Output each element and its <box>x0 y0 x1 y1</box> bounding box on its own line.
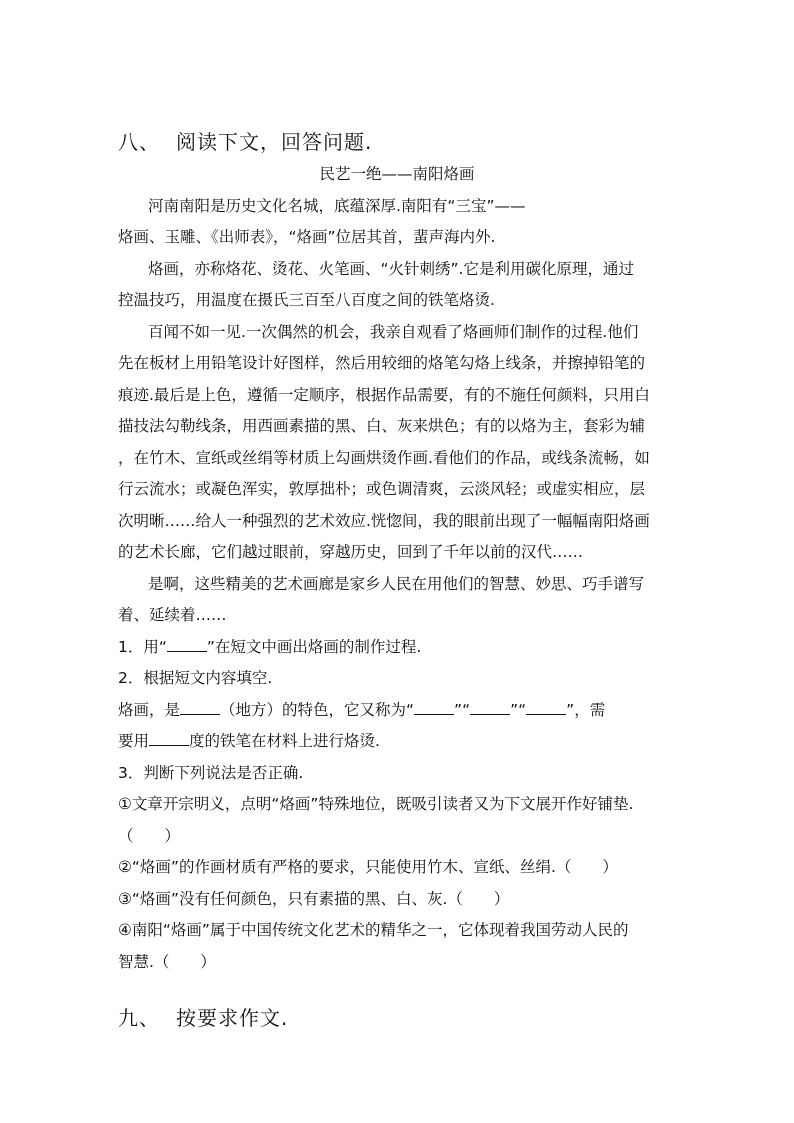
fill-text: （地方）的特色，它又称为“ <box>220 701 415 719</box>
article-line: 控温技巧，用温度在摄氏三百至八百度之间的铁笔烙烫. <box>118 291 495 309</box>
statement-4-end: 智慧.（ ） <box>118 953 216 971</box>
article-line: 先在板材上用铅笔设计好图样，然后用较细的烙笔勾烙上线条，并擦掉铅笔的 <box>118 354 646 372</box>
answer-blank[interactable] <box>149 731 189 746</box>
answer-blank[interactable] <box>180 700 220 715</box>
question-3: 3．判断下列说法是否正确. <box>118 764 304 782</box>
section-9-number: 九、 <box>118 1006 160 1030</box>
section-9-heading <box>118 1002 288 1031</box>
answer-blank[interactable] <box>470 700 510 715</box>
article-line: ，在竹木、宣纸或丝绢等材质上勾画烘烫作画.看他们的作品，或线条流畅，如 <box>118 449 650 467</box>
article-line: 百闻不如一见.一次偶然的机会，我亲自观看了烙画师们制作的过程.他们 <box>148 323 639 341</box>
article-line: 的艺术长廊，它们越过眼前，穿越历史，回到了千年以前的汉代…… <box>118 543 584 561</box>
question-1-prefix: 1．用“ <box>118 638 167 656</box>
section-8-heading <box>118 126 372 155</box>
section-9-title: 按要求作文. <box>176 1006 289 1030</box>
article-line: 烙画，亦称烙花、烫花、火笔画、“火针刺绣”.它是利用碳化原理，通过 <box>148 260 634 278</box>
article-line: 痕迹.最后是上色，遵循一定顺序，根据作品需要，有的不施任何颜料，只用白 <box>118 386 650 404</box>
answer-blank[interactable] <box>526 700 566 715</box>
fill-text: ”“ <box>510 701 527 719</box>
statement-2: ②“烙画”的作画材质有严格的要求，只能使用竹木、宣纸、丝绢.（ ） <box>118 858 618 876</box>
article-line: 行云流水；或凝色浑实，敦厚拙朴；或色调清爽，云淡风轻；或虚实相应，层 <box>118 480 646 498</box>
statement-3: ③“烙画”没有任何颜色，只有素描的黑、白、灰.（ ） <box>118 890 510 908</box>
statement-1-bracket[interactable]: （ ） <box>118 827 181 845</box>
question-2-fill-line-1 <box>118 699 605 721</box>
fill-text: 要用 <box>118 732 150 750</box>
fill-text: ”，需 <box>566 701 606 719</box>
statement-1: ①文章开宗明义，点明“烙画”特殊地位，既吸引读者又为下文展开作好铺垫. <box>118 795 634 813</box>
article-line: 烙画、玉雕、《出师表》，“烙画”位居其首，蜚声海内外. <box>118 228 496 246</box>
question-1 <box>118 636 421 658</box>
section-8-title: 阅读下文，回答问题. <box>176 130 373 154</box>
section-8-number: 八、 <box>118 130 160 154</box>
statement-4: ④南阳“烙画”属于中国传统文化艺术的精华之一，它体现着我国劳动人民的 <box>118 921 629 939</box>
answer-blank[interactable] <box>167 637 207 652</box>
question-1-suffix: ”在短文中画出烙画的制作过程. <box>206 638 422 656</box>
fill-text: ”“ <box>454 701 471 719</box>
article-line: 次明晰……给人一种强烈的艺术效应.恍惚间，我的眼前出现了一幅幅南阳烙画 <box>118 512 650 530</box>
article-line: 河南南阳是历史文化名城，底蕴深厚.南阳有“三宝”—— <box>148 197 526 215</box>
article-line: 着、延续着…… <box>118 606 227 624</box>
article-line: 是啊，这些精美的艺术画廊是家乡人民在用他们的智慧、妙思、巧手谱写 <box>148 575 645 593</box>
fill-text: 烙画，是 <box>118 701 181 719</box>
question-2-fill-line-2 <box>118 730 380 752</box>
fill-text: 度的铁笔在材料上进行烙烫. <box>189 732 380 750</box>
answer-blank[interactable] <box>414 700 454 715</box>
question-2: 2．根据短文内容填空. <box>118 669 273 687</box>
article-title: 民艺一绝——南阳烙画 <box>319 165 475 183</box>
article-line: 描技法勾勒线条，用西画素描的黑、白、灰来烘色；有的以烙为主，套彩为辅 <box>118 417 646 435</box>
